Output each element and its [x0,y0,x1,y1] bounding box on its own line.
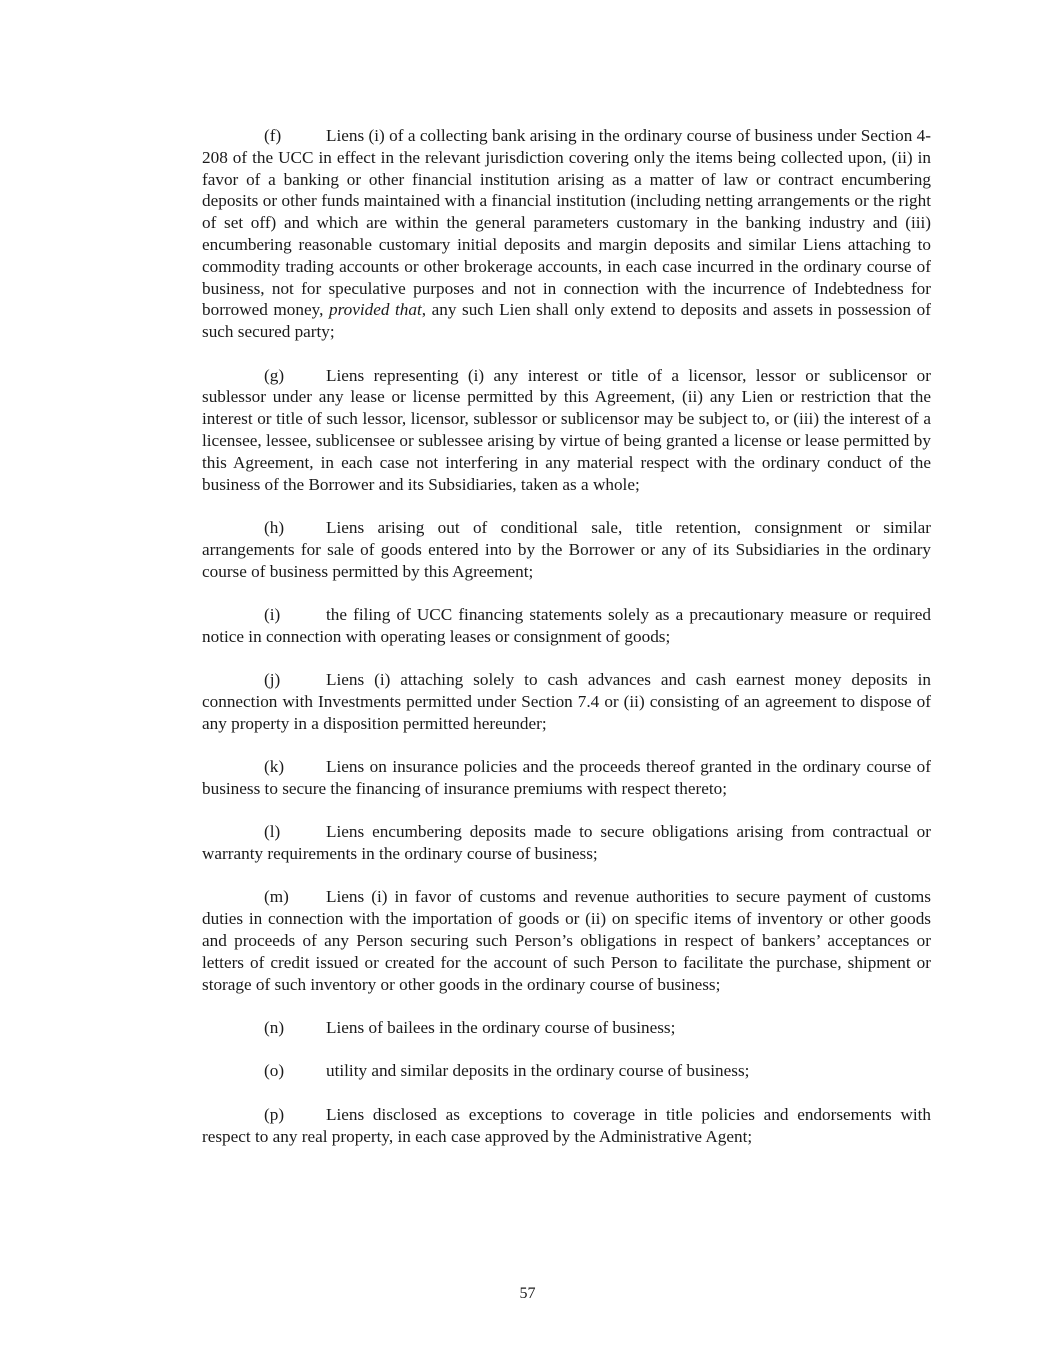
paragraph-p [202,1104,931,1148]
paragraph-text: Liens arising out of conditional sale, title retention, consignment or similar arrangements for sale of goods entered into by the Borrower or any of its Subsidiaries in the ordinary course of business permitted by this Agreement; [202,517,931,581]
paragraph-text: Liens (i) of a collecting bank arising in the ordinary course of business under Section 4-208 of the UCC in effect in the relevant jurisdiction covering only the items being collected upon, (ii) in favor of a banking or other financial institution arising as a matter of law or contract encumbering deposits or other funds maintained with a financial institution (including netting arrangements or the right of set off) and which are within the general parameters customary in the banking industry and (iii) encumbering reasonable customary initial deposits and margin deposits and similar Liens attaching to commodity trading accounts or other brokerage accounts, in each case incurred in the ordinary course of business, not for speculative purposes and not in connection with the incurrence of Indebtedness for borrowed money, [202,126,931,320]
paragraph-label: (o) [264,1061,285,1081]
paragraph-g [202,365,931,496]
paragraph-text: Liens representing (i) any interest or title of a licensor, lessor or sublicensor or sublessor under any lease or license permitted by this Agreement, (ii) any Lien or restriction that the interest or title of such lessor, licensor, sublessor or sublicensor may be subject to, or (iii) the interest of a licensee, lessee, sublicensee or sublessee arising by virtue of being granted a license or lease permitted by this Agreement, in each case not interfering in any material respect with the ordinary conduct of the business of the Borrower and its Subsidiaries, taken as a whole; [202,365,931,494]
paragraph-label: (k) [264,757,285,777]
paragraph-f [202,125,931,343]
paragraph-label: (h) [264,517,285,537]
paragraph-label: (l) [264,822,281,842]
paragraph-label: (i) [264,604,281,624]
paragraph-italic-text: provided that [328,300,422,320]
paragraph-k [202,756,931,800]
paragraph-text: utility and similar deposits in the ordinary course of business; [326,1061,750,1081]
page-number: 57 [519,1285,536,1302]
paragraph-label: (j) [264,670,281,690]
paragraph-label: (p) [264,1104,285,1124]
paragraph-label: (m) [264,887,289,907]
paragraph-j [202,669,931,734]
paragraph-i [202,604,931,648]
paragraph-h [202,517,931,582]
paragraph-o [202,1060,931,1082]
paragraph-text: Liens of bailees in the ordinary course of business; [326,1018,676,1038]
paragraph-text: the filing of UCC financing statements solely as a precautionary measure or required notice in connection with operating leases or consignment of goods; [202,604,931,646]
paragraph-text: Liens disclosed as exceptions to coverage in title policies and endorsements with respect to any real property, in each case approved by the Administrative Agent; [202,1104,931,1146]
paragraph-m [202,886,931,995]
paragraph-text: Liens (i) attaching solely to cash advances and cash earnest money deposits in connection with Investments permitted under Section 7.4 or (ii) consisting of an agreement to dispose of any property in a disposition permitted hereunder; [202,670,931,733]
paragraph-n [202,1017,931,1039]
paragraph-text: Liens on insurance policies and the proceeds thereof granted in the ordinary course of business to secure the financing of insurance premiums with respect thereto; [202,757,931,798]
paragraph-text: Liens encumbering deposits made to secure obligations arising from contractual or warranty requirements in the ordinary course of business; [202,822,931,864]
document-body [202,125,931,1169]
paragraph-label: (n) [264,1018,285,1038]
paragraph-l [202,821,931,865]
paragraph-text: Liens (i) in favor of customs and revenue authorities to secure payment of customs duties in connection with the importation of goods or (ii) on specific items of inventory or other goods and proceeds of any Person securing such Person’s obligations in respect of bankers’ acceptances or letters of credit issued or created for the account of such Person to facilitate the purchase, shipment or storage of such inventory or other goods in the ordinary course of business; [202,887,931,994]
paragraph-label: (f) [264,126,282,145]
paragraph-text-continued: , any such Lien shall only extend to deposits and assets in possession of such secured party; [202,300,931,342]
paragraph-label: (g) [264,365,285,385]
